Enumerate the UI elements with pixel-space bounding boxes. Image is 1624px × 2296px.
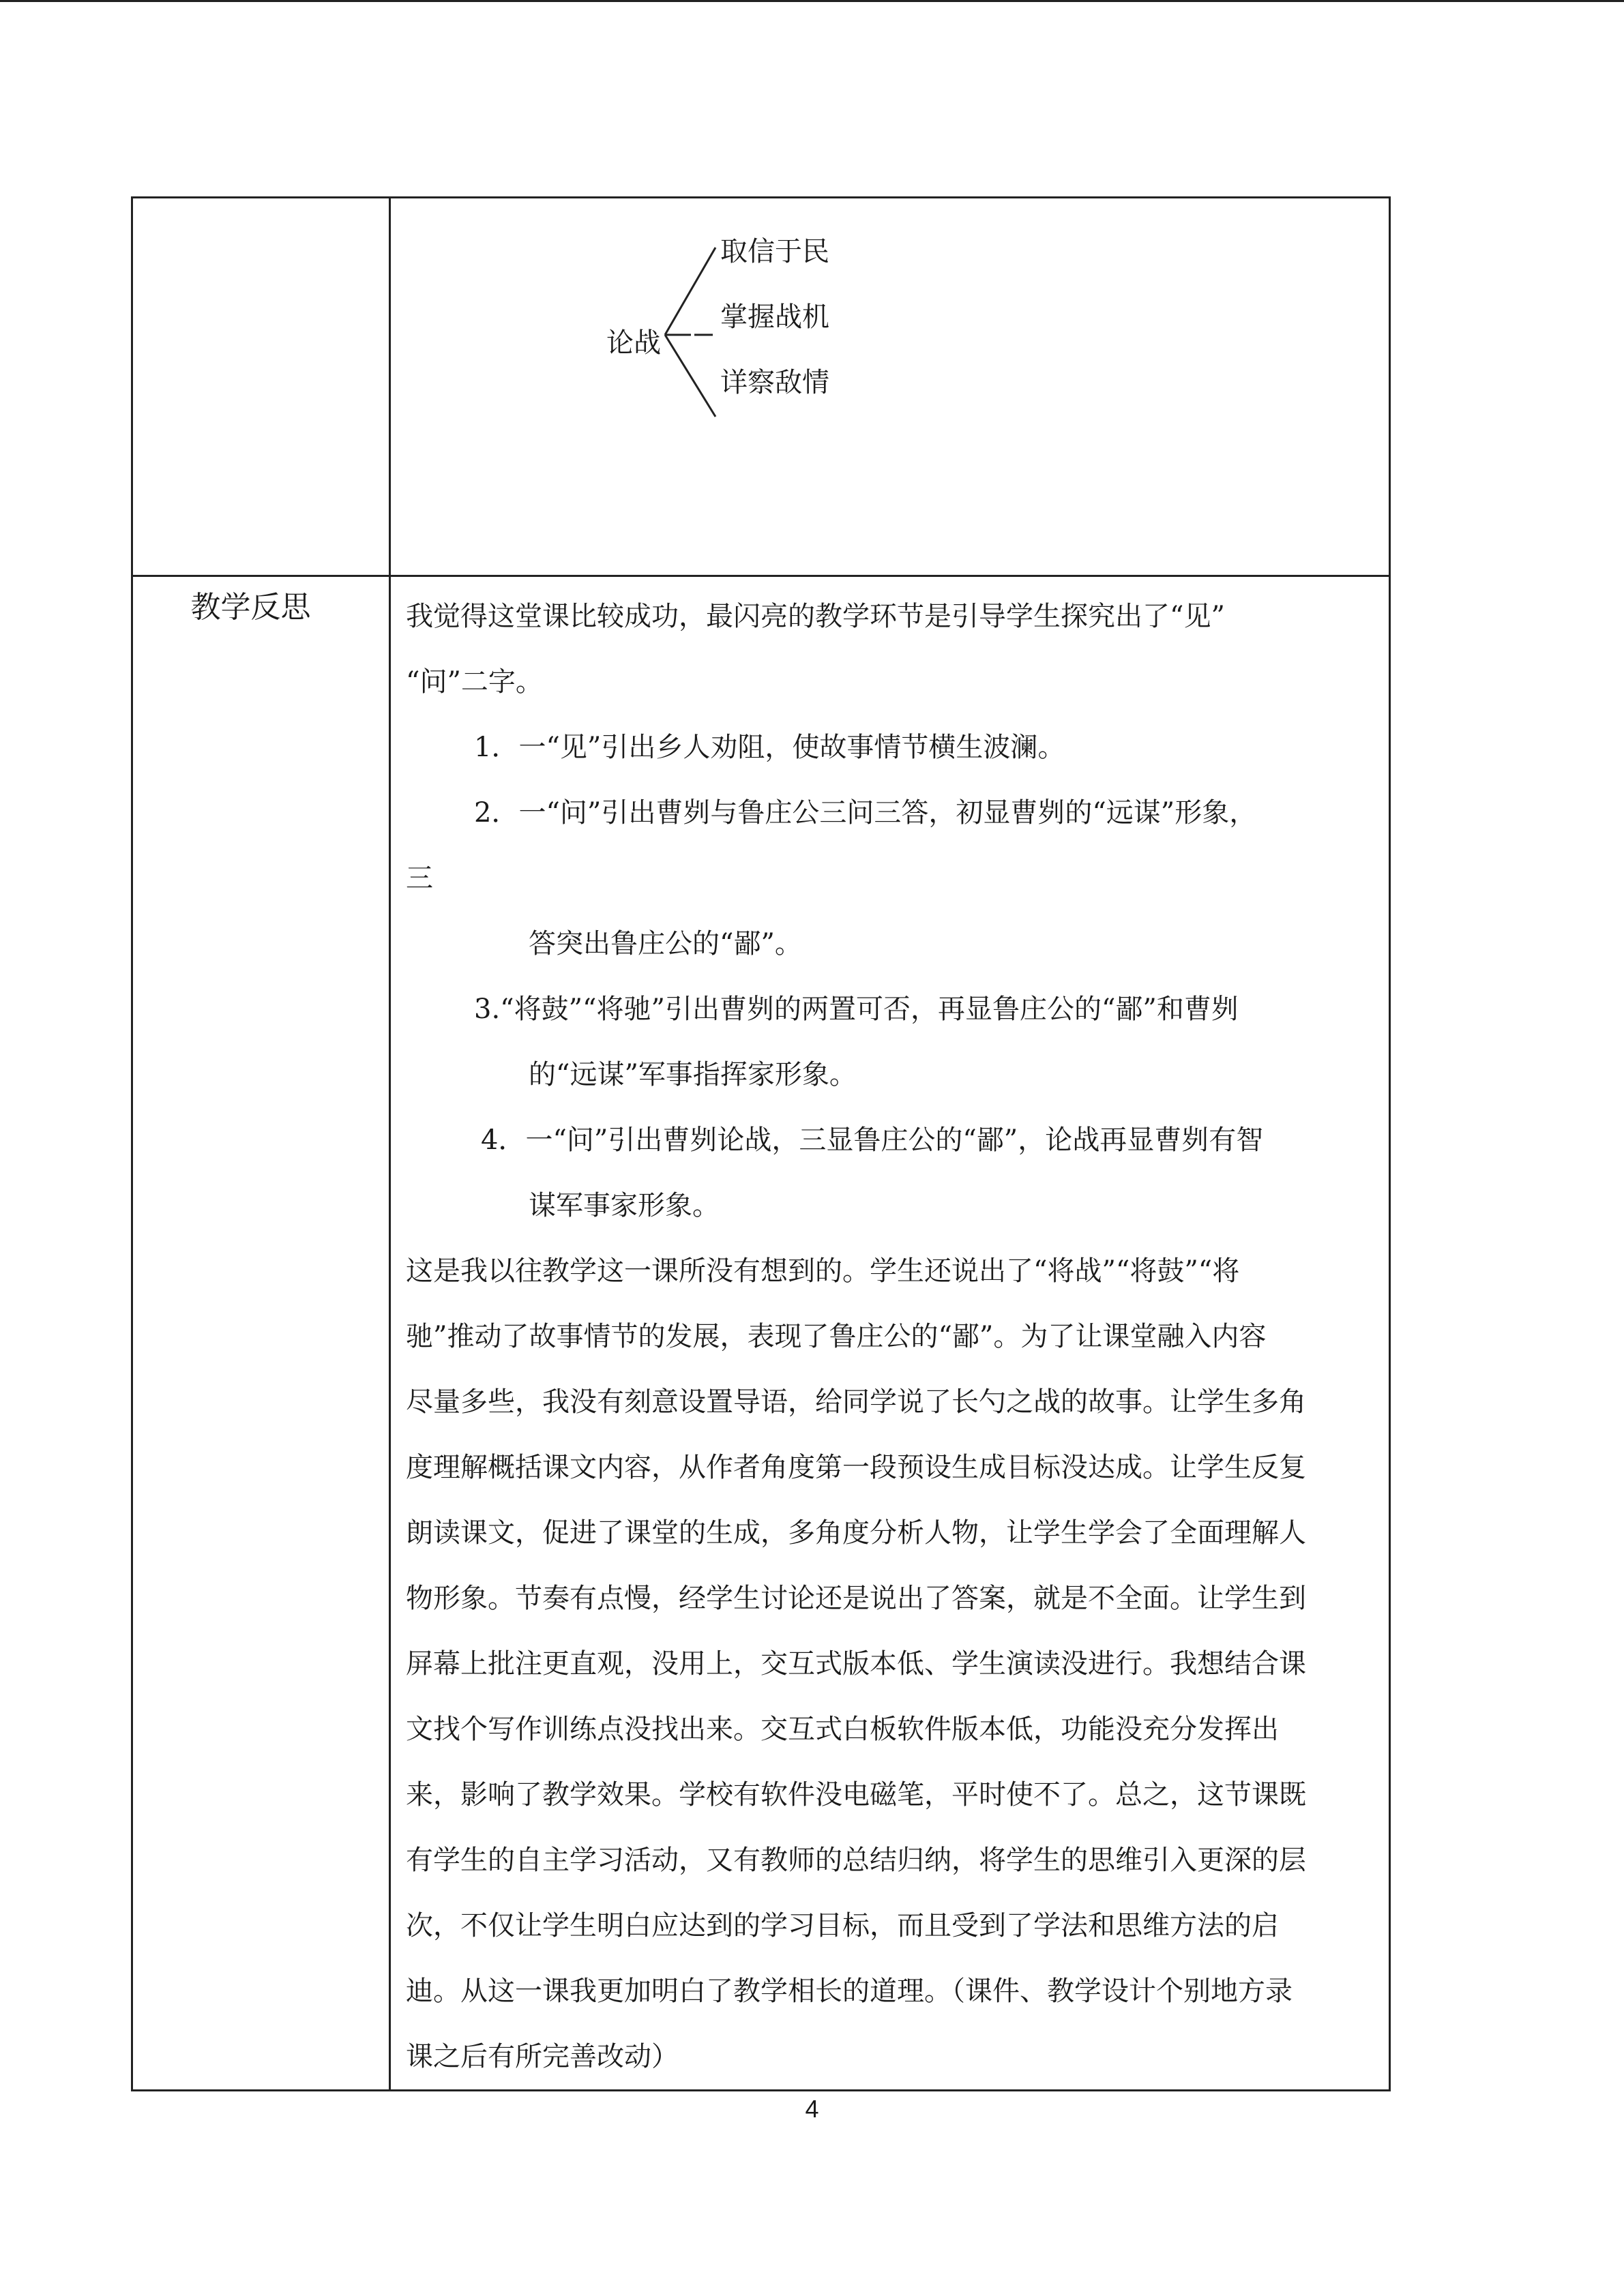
body-line-3: 尽量多些，我没有刻意设置导语，给同学说了长勺之战的故事。让学生多角: [406, 1386, 1306, 1418]
item-4-line-1: 4．一“问”引出曹刿论战，三显鲁庄公的“鄙”，论战再显曹刿有智: [481, 1124, 1264, 1156]
body-line-6: 物形象。节奏有点慢，经学生讨论还是说出了答案，就是不全面。让学生到: [406, 1583, 1306, 1614]
reflection-text: [391, 577, 1389, 2089]
brace-lower-arm: [665, 335, 715, 417]
body-line-8: 文找个写作训练点没找出来。交互式白板软件版本低，功能没充分发挥出: [406, 1714, 1279, 1745]
body-line-10: 有学生的自主学习活动，又有教师的总结归纳，将学生的思维引入更深的层: [406, 1845, 1306, 1876]
body-line-9: 来，影响了教学效果。学校有软件没电磁笔，平时使不了。总之，这节课既: [406, 1779, 1306, 1810]
top-border-line: [0, 0, 1624, 2]
diagram-branch-3: 详察敌情: [720, 367, 829, 398]
body-line-5: 朗读课文，促进了课堂的生成，多角度分析人物，让学生学会了全面理解人: [406, 1517, 1306, 1549]
body-line-12: 迪。从这一课我更加明白了教学相长的道理。（课件、教学设计个别地方录: [406, 1976, 1293, 2007]
brace-upper-arm: [665, 248, 715, 335]
body-line-4: 度理解概括课文内容，从作者角度第一段预设生成目标没达成。让学生反复: [406, 1452, 1306, 1483]
item-4-line-2: 谋军事家形象。: [529, 1190, 720, 1221]
body-line-1: 这是我以往教学这一课所没有想到的。学生还说出了“将战”“将鼓”“将: [406, 1255, 1240, 1287]
intro-line-2: “问”二字。: [406, 666, 543, 698]
intro-line-1: 我觉得这堂课比较成功，最闪亮的教学环节是引导学生探究出了“见”: [406, 601, 1225, 632]
body-line-2: 驰”推动了故事情节的发展，表现了鲁庄公的“鄙”。为了让课堂融入内容: [406, 1321, 1267, 1352]
item-3-line-2: 的“远谋”军事指挥家形象。: [529, 1059, 857, 1090]
diagram-row: [132, 198, 1390, 576]
diagram-center-word: 论战: [606, 327, 661, 359]
item-2-line-1: 2．一“问”引出曹刿与鲁庄公三问三答，初显曹刿的“远谋”形象，: [474, 797, 1257, 829]
board-design-diagram: [391, 198, 1389, 575]
body-line-7: 屏幕上批注更直观，没用上，交互式版本低、学生演读没进行。我想结合课: [406, 1648, 1306, 1680]
reflection-label-cell: [132, 576, 390, 2091]
item-1: 1．一“见”引出乡人劝阻，使故事情节横生波澜。: [474, 732, 1065, 763]
body-line-11: 次，不仅让学生明白应达到的学习目标，而且受到了学法和思维方法的启: [406, 1910, 1279, 1941]
diagram-branch-1: 取信于民: [720, 236, 829, 267]
body-line-13: 课之后有所完善改动）: [406, 2041, 679, 2072]
item-2-line-2: 三: [406, 863, 433, 894]
reflection-row: [132, 576, 1390, 2091]
item-2-line-3: 答突出鲁庄公的“鄙”。: [529, 928, 802, 959]
diagram-branch-2: 掌握战机: [720, 301, 829, 333]
diagram-cell: [390, 198, 1390, 576]
diagram-label-cell: [132, 198, 390, 576]
reflection-cell: [390, 576, 1390, 2091]
section-label-reflection: 教学反思: [190, 590, 311, 625]
lesson-table: [131, 196, 1391, 2091]
diagram-brace: [391, 198, 1389, 575]
item-3-line-1: 3.“将鼓”“将驰”引出曹刿的两置可否，再显鲁庄公的“鄙”和曹刿: [474, 994, 1239, 1025]
page-number: 4: [805, 2095, 819, 2123]
